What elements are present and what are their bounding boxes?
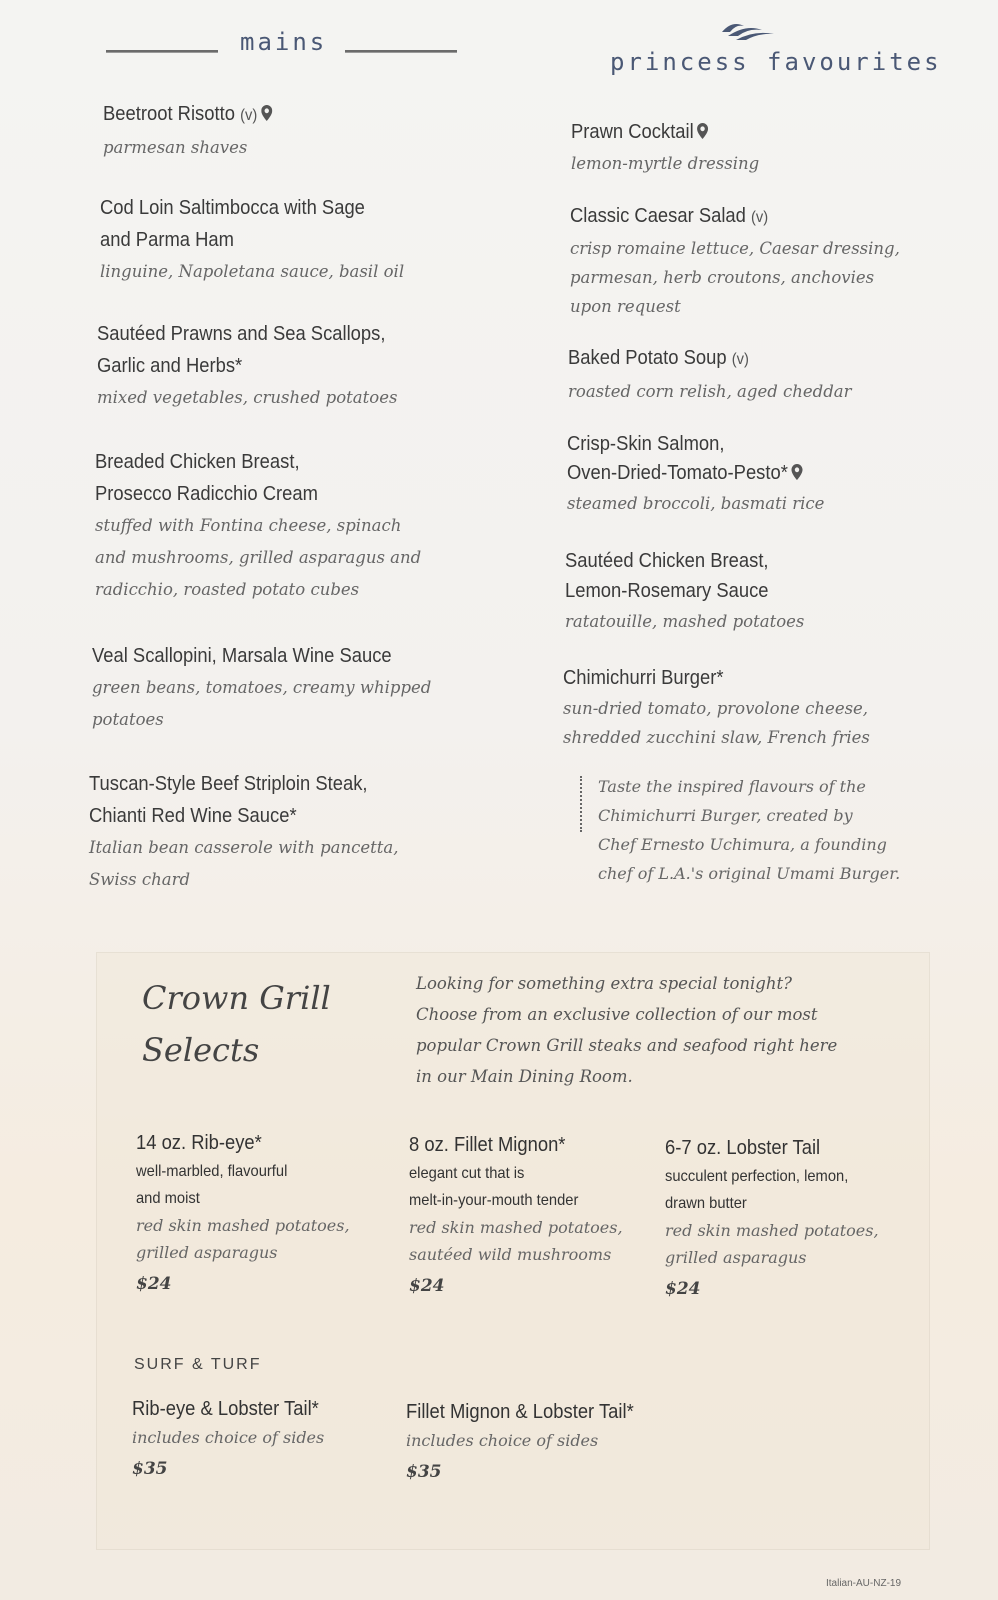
surf-and-turf-heading: SURF & TURF (134, 1356, 262, 1373)
location-pin-icon (697, 123, 708, 139)
menu-code: Italian-AU-NZ-19 (826, 1578, 902, 1589)
crown-grill-intro (416, 968, 856, 1092)
mains-heading: mains (240, 28, 328, 56)
location-pin-icon (792, 464, 803, 480)
note-line: Taste the inspired flavours of the (598, 777, 866, 796)
favourites-item-potato-soup (568, 342, 968, 408)
item-description: lemon-myrtle dressing (571, 154, 760, 173)
item-name: Fillet Mignon & Lobster Tail* (406, 1401, 634, 1423)
note-divider (580, 776, 582, 832)
item-name-line: Sautéed Chicken Breast, (565, 550, 769, 572)
item-name-line: and Parma Ham (100, 229, 234, 251)
intro-line: Looking for something extra special tonight? (416, 974, 792, 993)
item-description: Italian bean casserole with pancetta, (89, 838, 399, 857)
item-name: Baked Potato Soup (568, 347, 727, 369)
favourites-item-salmon (567, 430, 967, 520)
item-name-line: Breaded Chicken Breast, (95, 451, 300, 473)
favourites-item-caesar-salad (570, 200, 910, 321)
item-name: Classic Caesar Salad (570, 205, 746, 227)
mains-item-beef-striploin (89, 768, 489, 896)
item-subtitle: well-marbled, flavourful (136, 1163, 288, 1180)
mains-item-veal-scallopini (92, 640, 492, 736)
item-subtitle: melt-in-your-mouth tender (409, 1192, 579, 1209)
item-name: 14 oz. Rib-eye* (136, 1132, 262, 1154)
item-subtitle: drawn butter (665, 1195, 747, 1212)
crown-grill-title (142, 972, 331, 1076)
item-description: red skin mashed potatoes, (665, 1221, 879, 1240)
item-price: $24 (409, 1276, 445, 1296)
location-pin-icon (261, 105, 272, 121)
title-line: Crown Grill (142, 979, 331, 1017)
item-price: $24 (136, 1274, 172, 1294)
item-name-line: Chianti Red Wine Sauce* (89, 805, 297, 827)
mains-item-beetroot-risotto (103, 98, 503, 164)
note-line: chef of L.A.'s original Umami Burger. (598, 864, 901, 883)
item-subtitle: succulent perfection, lemon, (665, 1168, 849, 1185)
item-description: stuffed with Fontina cheese, spinach (95, 516, 402, 535)
surf-item-rib-eye-lobster (132, 1394, 392, 1479)
item-description: shredded zucchini slaw, French fries (563, 728, 870, 747)
item-description: mixed vegetables, crushed potatoes (97, 388, 398, 407)
mains-item-prawns-scallops (97, 318, 497, 414)
grill-item-rib-eye (136, 1128, 396, 1294)
note-line: Chimichurri Burger, created by (598, 806, 853, 825)
vegetarian-mark: (v) (240, 107, 258, 124)
item-description: green beans, tomatoes, creamy whipped (92, 678, 432, 697)
item-name: 6-7 oz. Lobster Tail (665, 1137, 821, 1159)
item-description: parmesan shaves (103, 138, 248, 157)
item-description: grilled asparagus (136, 1243, 278, 1262)
item-name-line: Lemon-Rosemary Sauce (565, 580, 769, 602)
item-description: parmesan, herb croutons, anchovies (570, 268, 875, 287)
item-name: Rib-eye & Lobster Tail* (132, 1398, 319, 1420)
item-description: crisp romaine lettuce, Caesar dressing, (570, 239, 900, 258)
item-description: and mushrooms, grilled asparagus and (95, 548, 422, 567)
mains-rule-left (106, 50, 218, 53)
note-line: Chef Ernesto Uchimura, a founding (598, 835, 887, 854)
item-description: Swiss chard (89, 870, 191, 889)
item-description: includes choice of sides (132, 1428, 325, 1447)
chef-note (598, 772, 918, 888)
item-name-line: Crisp-Skin Salmon, (567, 433, 725, 455)
intro-line: Choose from an exclusive collection of our most (416, 1005, 818, 1024)
vegetarian-mark: (v) (751, 209, 769, 226)
item-name-line: Chimichurri Burger* (563, 667, 724, 689)
item-description: ratatouille, mashed potatoes (565, 612, 805, 631)
item-price: $35 (406, 1462, 442, 1482)
favourites-item-chimichurri-burger (563, 662, 923, 752)
item-price: $35 (132, 1459, 168, 1479)
item-name-line: Oven-Dried-Tomato-Pesto* (567, 462, 788, 484)
item-name-line: Prosecco Radicchio Cream (95, 483, 318, 505)
princess-wave-logo-icon (718, 18, 778, 44)
item-name-line: Garlic and Herbs* (97, 355, 243, 377)
item-description: sautéed wild mushrooms (409, 1245, 612, 1264)
item-subtitle: elegant cut that is (409, 1165, 525, 1182)
favourites-heading: princess favourites (610, 48, 942, 76)
favourites-item-chicken (565, 546, 965, 638)
item-name-line: Tuscan-Style Beef Striploin Steak, (89, 773, 368, 795)
item-description: upon request (570, 297, 681, 316)
intro-line: popular Crown Grill steaks and seafood right here (416, 1036, 838, 1055)
item-name: Prawn Cocktail (571, 121, 694, 143)
item-description: grilled asparagus (665, 1248, 807, 1267)
title-line: Selects (142, 1031, 260, 1069)
item-description: sun-dried tomato, provolone cheese, (563, 699, 869, 718)
item-price: $24 (665, 1279, 701, 1299)
favourites-item-prawn-cocktail (571, 116, 971, 180)
item-description: steamed broccoli, basmati rice (567, 494, 825, 513)
item-description: linguine, Napoletana sauce, basil oil (100, 262, 405, 281)
mains-item-cod-loin (100, 192, 500, 288)
mains-rule-right (345, 50, 457, 53)
item-name: Beetroot Risotto (103, 103, 235, 125)
item-name: 8 oz. Fillet Mignon* (409, 1134, 566, 1156)
item-description: potatoes (92, 710, 164, 729)
grill-item-fillet-mignon (409, 1130, 669, 1296)
item-description: roasted corn relish, aged cheddar (568, 382, 852, 401)
item-description: red skin mashed potatoes, (409, 1218, 623, 1237)
item-description: includes choice of sides (406, 1431, 599, 1450)
item-name-line: Veal Scallopini, Marsala Wine Sauce (92, 645, 392, 667)
mains-item-chicken-breast (95, 446, 495, 606)
item-description: red skin mashed potatoes, (136, 1216, 350, 1235)
grill-item-lobster-tail (665, 1133, 925, 1299)
surf-item-fillet-lobster (406, 1397, 706, 1482)
item-name-line: Cod Loin Saltimbocca with Sage (100, 197, 365, 219)
item-subtitle: and moist (136, 1190, 200, 1207)
item-name-line: Sautéed Prawns and Sea Scallops, (97, 323, 386, 345)
intro-line: in our Main Dining Room. (416, 1067, 633, 1086)
vegetarian-mark: (v) (731, 351, 749, 368)
item-description: radicchio, roasted potato cubes (95, 580, 360, 599)
